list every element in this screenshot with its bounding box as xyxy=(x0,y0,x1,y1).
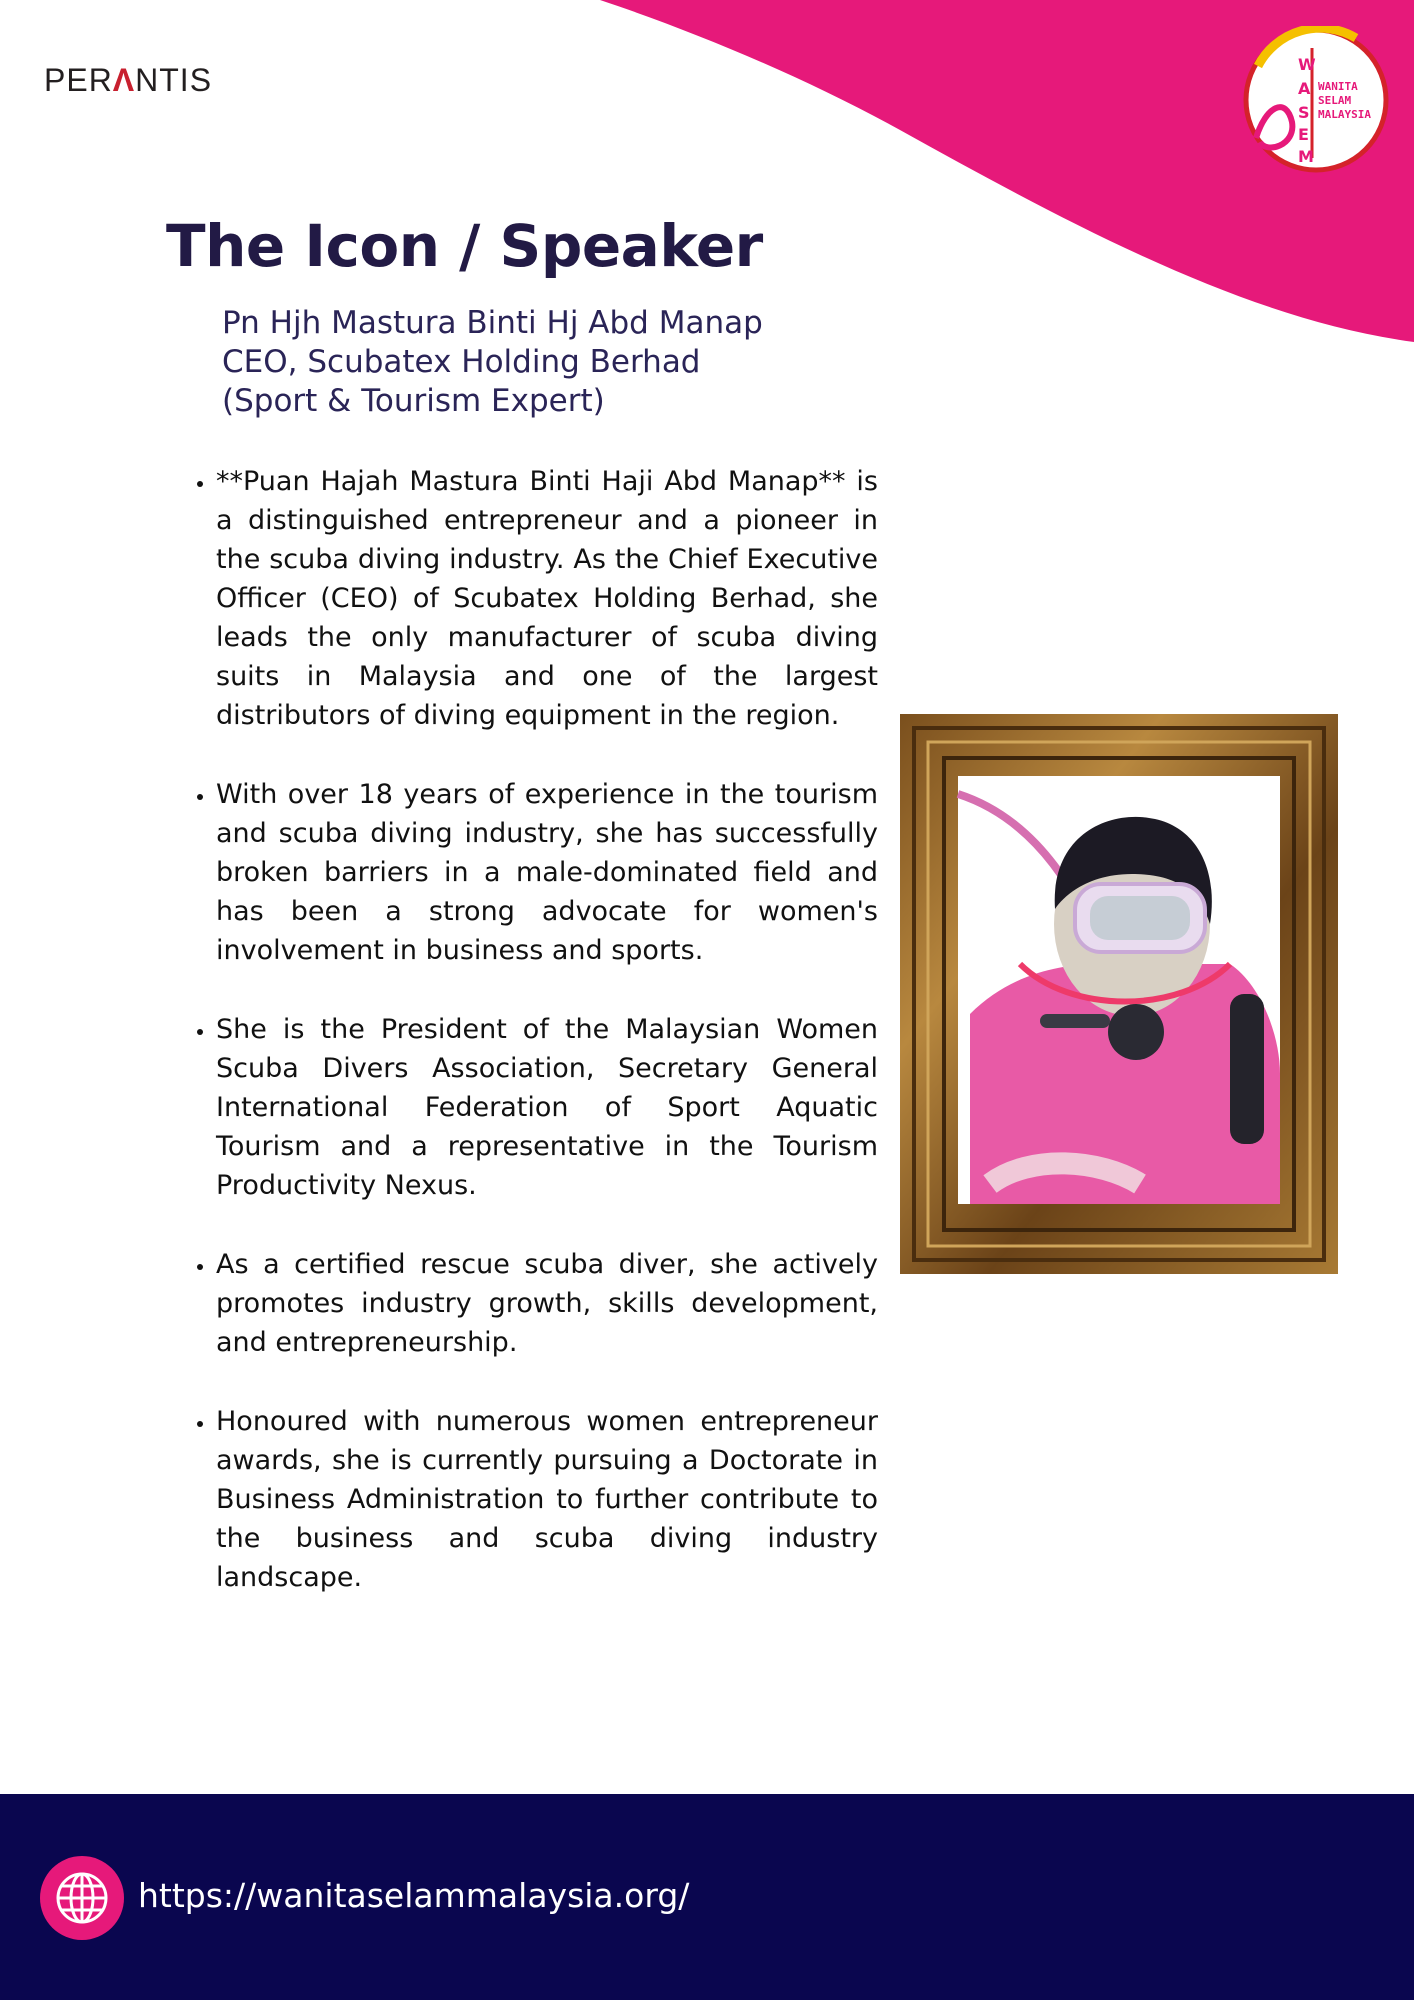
speaker-photo xyxy=(900,714,1338,1274)
wasem-seal-logo xyxy=(1236,26,1394,174)
svg-text:E: E xyxy=(1298,125,1309,144)
svg-text:W: W xyxy=(1298,55,1316,74)
footer-bar xyxy=(0,1794,1414,2000)
speaker-expertise: (Sport & Tourism Expert) xyxy=(222,383,605,419)
svg-text:M: M xyxy=(1298,147,1314,166)
svg-text:WANITA: WANITA xyxy=(1318,80,1358,93)
perantis-logo: PERΛNTIS xyxy=(44,62,213,98)
bio-item: • Honoured with numerous women entrepreneur awards, she is currently pursuing a Doctorate in Business Administration to further contribute to the business and scuba diving industry landscape. xyxy=(216,1402,878,1597)
bio-list xyxy=(172,462,878,1637)
bio-item: • With over 18 years of experience in the tourism and scuba diving industry, she has successfully broken barriers in a male-dominated field and has been a strong advocate for women's involvement in business and sports. xyxy=(216,775,878,970)
speaker-subtitle xyxy=(222,304,763,421)
globe-icon xyxy=(40,1856,124,1940)
bio-item: • She is the President of the Malaysian Women Scuba Divers Association, Secretary General International Federation of Sport Aquatic Tourism and a representative in the Tourism Productivity Nexus. xyxy=(216,1010,878,1205)
svg-text:MALAYSIA: MALAYSIA xyxy=(1318,108,1371,121)
speaker-name: Pn Hjh Mastura Binti Hj Abd Manap xyxy=(222,305,763,341)
svg-text:S: S xyxy=(1298,103,1310,122)
bio-item: • **Puan Hajah Mastura Binti Haji Abd Manap** is a distinguished entrepreneur and a pioneer in the scuba diving industry. As the Chief Executive Officer (CEO) of Scubatex Holding Berhad, she leads the only manufacturer of scuba diving suits in Malaysia and one of the largest distributors of diving equipment in the region. xyxy=(216,462,878,735)
svg-text:SELAM: SELAM xyxy=(1318,94,1352,107)
bio-item: • As a certified rescue scuba diver, she actively promotes industry growth, skills development, and entrepreneurship. xyxy=(216,1245,878,1362)
page-title: The Icon / Speaker xyxy=(166,212,763,280)
speaker-position: CEO, Scubatex Holding Berhad xyxy=(222,344,701,380)
svg-text:A: A xyxy=(1298,79,1311,98)
website-link[interactable]: https://wanitaselammalaysia.org/ xyxy=(138,1876,690,1915)
